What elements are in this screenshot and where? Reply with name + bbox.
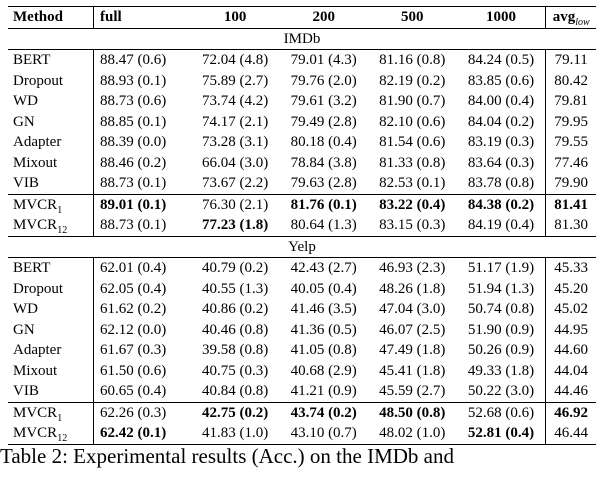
cell-value: 78.84 (3.8): [290, 154, 357, 171]
value-cell: [279, 258, 368, 279]
value-cell: [368, 402, 457, 423]
table-caption: Table 2: Experimental results (Acc.) on the IMDb and: [0, 444, 454, 468]
cell-value: 41.36 (0.5): [290, 321, 357, 338]
value-cell: [191, 132, 280, 153]
value-cell: [94, 361, 191, 382]
value-cell: [546, 402, 596, 423]
cell-value: 44.04: [554, 362, 589, 379]
cell-value: 79.63 (2.8): [290, 175, 357, 191]
value-cell: [191, 402, 280, 423]
value-cell: [279, 153, 368, 174]
method-name: GN: [13, 321, 35, 338]
cell-value: 40.84 (0.8): [201, 383, 269, 399]
value-cell: [457, 381, 546, 402]
table-row: [8, 132, 596, 153]
method-cell: [8, 402, 94, 423]
value-cell: [368, 173, 457, 194]
value-cell: [191, 71, 280, 92]
cell-value: 88.73 (0.1): [100, 175, 167, 191]
value-cell: [279, 71, 368, 92]
cell-value: 47.49 (1.8): [379, 342, 446, 358]
value-cell: [546, 340, 596, 361]
value-cell: [279, 279, 368, 300]
cell-value: 43.74 (0.2): [290, 404, 357, 421]
method-cell: [8, 423, 94, 444]
cell-value: 79.61 (3.2): [290, 93, 357, 109]
method-cell: [8, 258, 94, 279]
cell-value: 40.46 (0.8): [201, 321, 269, 338]
method-name: MVCR: [13, 196, 58, 213]
value-cell: [279, 132, 368, 153]
cell-value: 81.16 (0.8): [379, 52, 446, 68]
value-cell: [546, 112, 596, 133]
method-subscript: 12: [57, 225, 68, 236]
value-cell: [94, 215, 191, 236]
cell-value: 88.93 (0.1): [100, 72, 167, 89]
value-cell: [546, 320, 596, 341]
method-cell: [8, 340, 94, 361]
cell-value: 45.41 (1.8): [379, 362, 446, 379]
value-cell: [368, 112, 457, 133]
value-cell: [457, 91, 546, 112]
value-cell: [279, 361, 368, 382]
cell-value: 62.05 (0.4): [100, 280, 167, 297]
table-row: [8, 402, 596, 423]
cell-value: 84.00 (0.4): [467, 93, 535, 109]
cell-value: 81.33 (0.8): [379, 154, 446, 171]
value-cell: [368, 423, 457, 444]
cell-value: 51.94 (1.3): [467, 280, 535, 297]
value-cell: [279, 423, 368, 444]
value-cell: [191, 50, 280, 71]
table-row: [8, 361, 596, 382]
value-cell: [368, 71, 457, 92]
method-name: MVCR: [13, 425, 58, 441]
value-cell: [94, 340, 191, 361]
value-cell: [191, 173, 280, 194]
cell-value: 72.04 (4.8): [201, 52, 269, 68]
value-cell: [279, 381, 368, 402]
cell-value: 81.54 (0.6): [379, 134, 446, 150]
cell-value: 83.85 (0.6): [467, 72, 535, 89]
cell-value: 40.55 (1.3): [201, 280, 269, 297]
cell-value: 61.62 (0.2): [100, 301, 167, 317]
value-cell: [457, 299, 546, 320]
value-cell: [94, 112, 191, 133]
method-cell: [8, 381, 94, 402]
value-cell: [368, 50, 457, 71]
cell-value: 40.05 (0.4): [290, 280, 357, 297]
method-name: Mixout: [13, 362, 58, 379]
value-cell: [546, 153, 596, 174]
value-cell: [191, 258, 280, 279]
value-cell: [191, 194, 280, 215]
method-subscript: 1: [57, 204, 63, 216]
table-row: [8, 50, 596, 71]
value-cell: [457, 132, 546, 153]
table-row: [8, 279, 596, 300]
cell-value: 41.21 (0.9): [290, 383, 357, 399]
header-method: Method: [8, 7, 94, 29]
value-cell: [191, 299, 280, 320]
value-cell: [94, 153, 191, 174]
cell-value: 45.02: [554, 301, 589, 317]
value-cell: [279, 50, 368, 71]
cell-value: 42.75 (0.2): [201, 404, 269, 421]
value-cell: [457, 402, 546, 423]
cell-value: 88.73 (0.6): [100, 93, 167, 109]
cell-value: 73.28 (3.1): [201, 134, 269, 150]
cell-value: 79.90: [554, 175, 589, 191]
cell-value: 51.90 (0.9): [467, 321, 535, 338]
value-cell: [546, 50, 596, 71]
value-cell: [191, 423, 280, 444]
cell-value: 40.79 (0.2): [201, 260, 269, 276]
value-cell: [191, 361, 280, 382]
method-name: WD: [13, 301, 38, 317]
cell-value: 46.07 (2.5): [379, 321, 446, 338]
table-row: [8, 320, 596, 341]
value-cell: [546, 279, 596, 300]
value-cell: [191, 279, 280, 300]
value-cell: [191, 381, 280, 402]
method-name: VIB: [13, 175, 39, 191]
cell-value: 77.23 (1.8): [201, 217, 269, 233]
value-cell: [94, 423, 191, 444]
header-avg-sub: low: [575, 17, 590, 28]
value-cell: [191, 320, 280, 341]
method-name: BERT: [13, 260, 51, 276]
cell-value: 44.60: [554, 342, 589, 358]
cell-value: 83.15 (0.3): [379, 217, 446, 233]
value-cell: [279, 320, 368, 341]
cell-value: 81.41: [554, 196, 589, 213]
cell-value: 40.75 (0.3): [201, 362, 269, 379]
cell-value: 81.76 (0.1): [290, 196, 357, 213]
value-cell: [94, 194, 191, 215]
cell-value: 76.30 (2.1): [201, 196, 269, 213]
value-cell: [546, 381, 596, 402]
value-cell: [546, 258, 596, 279]
method-cell: [8, 71, 94, 92]
cell-value: 62.26 (0.3): [100, 404, 167, 421]
table-row: [8, 381, 596, 402]
cell-value: 62.12 (0.0): [100, 321, 167, 338]
section-header-row: [8, 28, 596, 50]
cell-value: 82.53 (0.1): [379, 175, 446, 191]
method-cell: [8, 279, 94, 300]
method-name: MVCR: [13, 404, 58, 421]
value-cell: [457, 71, 546, 92]
cell-value: 50.74 (0.8): [467, 301, 535, 317]
value-cell: [94, 173, 191, 194]
cell-value: 46.93 (2.3): [379, 260, 446, 276]
table-body: [8, 28, 596, 444]
value-cell: [368, 299, 457, 320]
cell-value: 83.78 (0.8): [467, 175, 535, 191]
method-cell: [8, 320, 94, 341]
header-row: [8, 7, 596, 29]
cell-value: 41.46 (3.5): [290, 301, 357, 317]
value-cell: [368, 361, 457, 382]
cell-value: 89.01 (0.1): [100, 196, 167, 213]
cell-value: 41.05 (0.8): [290, 342, 357, 358]
cell-value: 51.17 (1.9): [467, 260, 535, 276]
cell-value: 79.76 (2.0): [290, 72, 357, 89]
cell-value: 46.92: [554, 404, 589, 421]
cell-value: 52.81 (0.4): [467, 425, 535, 441]
header-avg-low: [546, 7, 596, 29]
value-cell: [94, 279, 191, 300]
value-cell: [94, 132, 191, 153]
cell-value: 80.42: [554, 72, 589, 89]
value-cell: [457, 173, 546, 194]
method-cell: [8, 361, 94, 382]
value-cell: [279, 194, 368, 215]
cell-value: 88.85 (0.1): [100, 113, 167, 130]
value-cell: [546, 173, 596, 194]
value-cell: [279, 299, 368, 320]
cell-value: 66.04 (3.0): [201, 154, 269, 171]
value-cell: [368, 279, 457, 300]
value-cell: [368, 381, 457, 402]
cell-value: 48.26 (1.8): [379, 280, 446, 297]
value-cell: [457, 279, 546, 300]
value-cell: [457, 258, 546, 279]
cell-value: 80.18 (0.4): [290, 134, 357, 150]
table-row: [8, 153, 596, 174]
cell-value: 41.83 (1.0): [201, 425, 269, 441]
section-title: Yelp: [8, 236, 596, 258]
value-cell: [457, 50, 546, 71]
method-name: Dropout: [13, 280, 63, 297]
cell-value: 84.38 (0.2): [467, 196, 535, 213]
cell-value: 75.89 (2.7): [201, 72, 269, 89]
cell-value: 44.95: [554, 321, 589, 338]
cell-value: 84.04 (0.2): [467, 113, 535, 130]
method-name: WD: [13, 93, 38, 109]
cell-value: 48.50 (0.8): [379, 404, 446, 421]
header-avg-main: avg: [552, 9, 576, 25]
cell-value: 49.33 (1.8): [467, 362, 535, 379]
method-cell: [8, 91, 94, 112]
value-cell: [279, 402, 368, 423]
value-cell: [368, 215, 457, 236]
cell-value: 88.47 (0.6): [100, 52, 167, 68]
value-cell: [546, 215, 596, 236]
cell-value: 42.43 (2.7): [290, 260, 357, 276]
value-cell: [368, 153, 457, 174]
method-cell: [8, 215, 94, 236]
table-row: [8, 299, 596, 320]
method-subscript: 1: [57, 412, 63, 424]
header-200: 200: [279, 7, 368, 29]
value-cell: [368, 194, 457, 215]
method-cell: [8, 194, 94, 215]
cell-value: 81.30: [554, 217, 589, 233]
method-name: BERT: [13, 52, 51, 68]
cell-value: 48.02 (1.0): [379, 425, 446, 441]
cell-value: 79.49 (2.8): [290, 113, 357, 130]
cell-value: 88.39 (0.0): [100, 134, 167, 150]
value-cell: [368, 340, 457, 361]
method-cell: [8, 112, 94, 133]
value-cell: [546, 91, 596, 112]
cell-value: 47.04 (3.0): [379, 301, 446, 317]
table-row: [8, 112, 596, 133]
cell-value: 50.26 (0.9): [467, 342, 535, 358]
cell-value: 40.86 (0.2): [201, 301, 269, 317]
value-cell: [191, 215, 280, 236]
method-name: Mixout: [13, 154, 58, 171]
value-cell: [457, 215, 546, 236]
cell-value: 60.65 (0.4): [100, 383, 167, 399]
method-cell: [8, 153, 94, 174]
method-cell: [8, 132, 94, 153]
value-cell: [279, 173, 368, 194]
value-cell: [546, 423, 596, 444]
value-cell: [94, 402, 191, 423]
cell-value: 43.10 (0.7): [290, 425, 357, 441]
cell-value: 83.19 (0.3): [467, 134, 535, 150]
value-cell: [457, 423, 546, 444]
table-row: [8, 173, 596, 194]
method-name: Dropout: [13, 72, 63, 89]
cell-value: 77.46: [554, 154, 589, 171]
value-cell: [94, 91, 191, 112]
method-name: MVCR: [13, 217, 58, 233]
value-cell: [368, 258, 457, 279]
table-row: [8, 340, 596, 361]
cell-value: 84.24 (0.5): [467, 52, 535, 68]
value-cell: [191, 112, 280, 133]
value-cell: [546, 194, 596, 215]
cell-value: 62.42 (0.1): [100, 425, 167, 441]
value-cell: [191, 153, 280, 174]
cell-value: 44.46: [554, 383, 589, 399]
cell-value: 73.74 (4.2): [201, 93, 269, 109]
value-cell: [457, 153, 546, 174]
cell-value: 81.90 (0.7): [379, 93, 446, 109]
value-cell: [279, 112, 368, 133]
value-cell: [191, 340, 280, 361]
table-row: [8, 215, 596, 236]
cell-value: 52.68 (0.6): [467, 404, 535, 421]
value-cell: [546, 299, 596, 320]
value-cell: [368, 91, 457, 112]
value-cell: [94, 50, 191, 71]
table-row: [8, 423, 596, 444]
header-100: 100: [191, 7, 280, 29]
cell-value: 46.44: [554, 425, 589, 441]
method-cell: [8, 50, 94, 71]
table-row: [8, 258, 596, 279]
value-cell: [546, 71, 596, 92]
cell-value: 79.11: [554, 52, 588, 68]
value-cell: [94, 299, 191, 320]
value-cell: [279, 91, 368, 112]
cell-value: 80.64 (1.3): [290, 217, 357, 233]
value-cell: [279, 215, 368, 236]
cell-value: 88.46 (0.2): [100, 154, 167, 171]
results-table: [8, 6, 596, 445]
method-cell: [8, 173, 94, 194]
value-cell: [457, 194, 546, 215]
value-cell: [94, 320, 191, 341]
cell-value: 88.73 (0.1): [100, 217, 167, 233]
cell-value: 74.17 (2.1): [201, 113, 269, 130]
value-cell: [368, 320, 457, 341]
cell-value: 50.22 (3.0): [467, 383, 535, 399]
value-cell: [94, 71, 191, 92]
value-cell: [457, 112, 546, 133]
header-full: full: [94, 7, 191, 29]
cell-value: 84.19 (0.4): [467, 217, 535, 233]
value-cell: [368, 132, 457, 153]
section-title: IMDb: [8, 28, 596, 50]
value-cell: [94, 381, 191, 402]
method-name: Adapter: [13, 134, 62, 150]
cell-value: 83.64 (0.3): [467, 154, 535, 171]
value-cell: [191, 91, 280, 112]
cell-value: 82.19 (0.2): [379, 72, 446, 89]
section-header-row: [8, 236, 596, 258]
cell-value: 61.50 (0.6): [100, 362, 167, 379]
method-name: GN: [13, 113, 35, 130]
value-cell: [279, 340, 368, 361]
cell-value: 83.22 (0.4): [379, 196, 446, 213]
value-cell: [457, 320, 546, 341]
cell-value: 61.67 (0.3): [100, 342, 167, 358]
method-subscript: 12: [57, 433, 68, 444]
cell-value: 40.68 (2.9): [290, 362, 357, 379]
table-row: [8, 194, 596, 215]
method-name: Adapter: [13, 342, 62, 358]
cell-value: 79.01 (4.3): [290, 52, 357, 68]
cell-value: 39.58 (0.8): [201, 342, 269, 358]
value-cell: [546, 132, 596, 153]
value-cell: [546, 361, 596, 382]
method-cell: [8, 299, 94, 320]
header-500: 500: [368, 7, 457, 29]
table-row: [8, 91, 596, 112]
value-cell: [457, 340, 546, 361]
cell-value: 45.33: [554, 260, 589, 276]
cell-value: 79.81: [554, 93, 589, 109]
header-1000: 1000: [457, 7, 546, 29]
cell-value: 79.95: [554, 113, 589, 130]
cell-value: 62.01 (0.4): [100, 260, 167, 276]
value-cell: [94, 258, 191, 279]
cell-value: 73.67 (2.2): [201, 175, 269, 191]
method-name: VIB: [13, 383, 39, 399]
cell-value: 79.55: [554, 134, 589, 150]
table-row: [8, 71, 596, 92]
value-cell: [457, 361, 546, 382]
cell-value: 45.20: [554, 280, 589, 297]
cell-value: 45.59 (2.7): [379, 383, 446, 399]
cell-value: 82.10 (0.6): [379, 113, 446, 130]
